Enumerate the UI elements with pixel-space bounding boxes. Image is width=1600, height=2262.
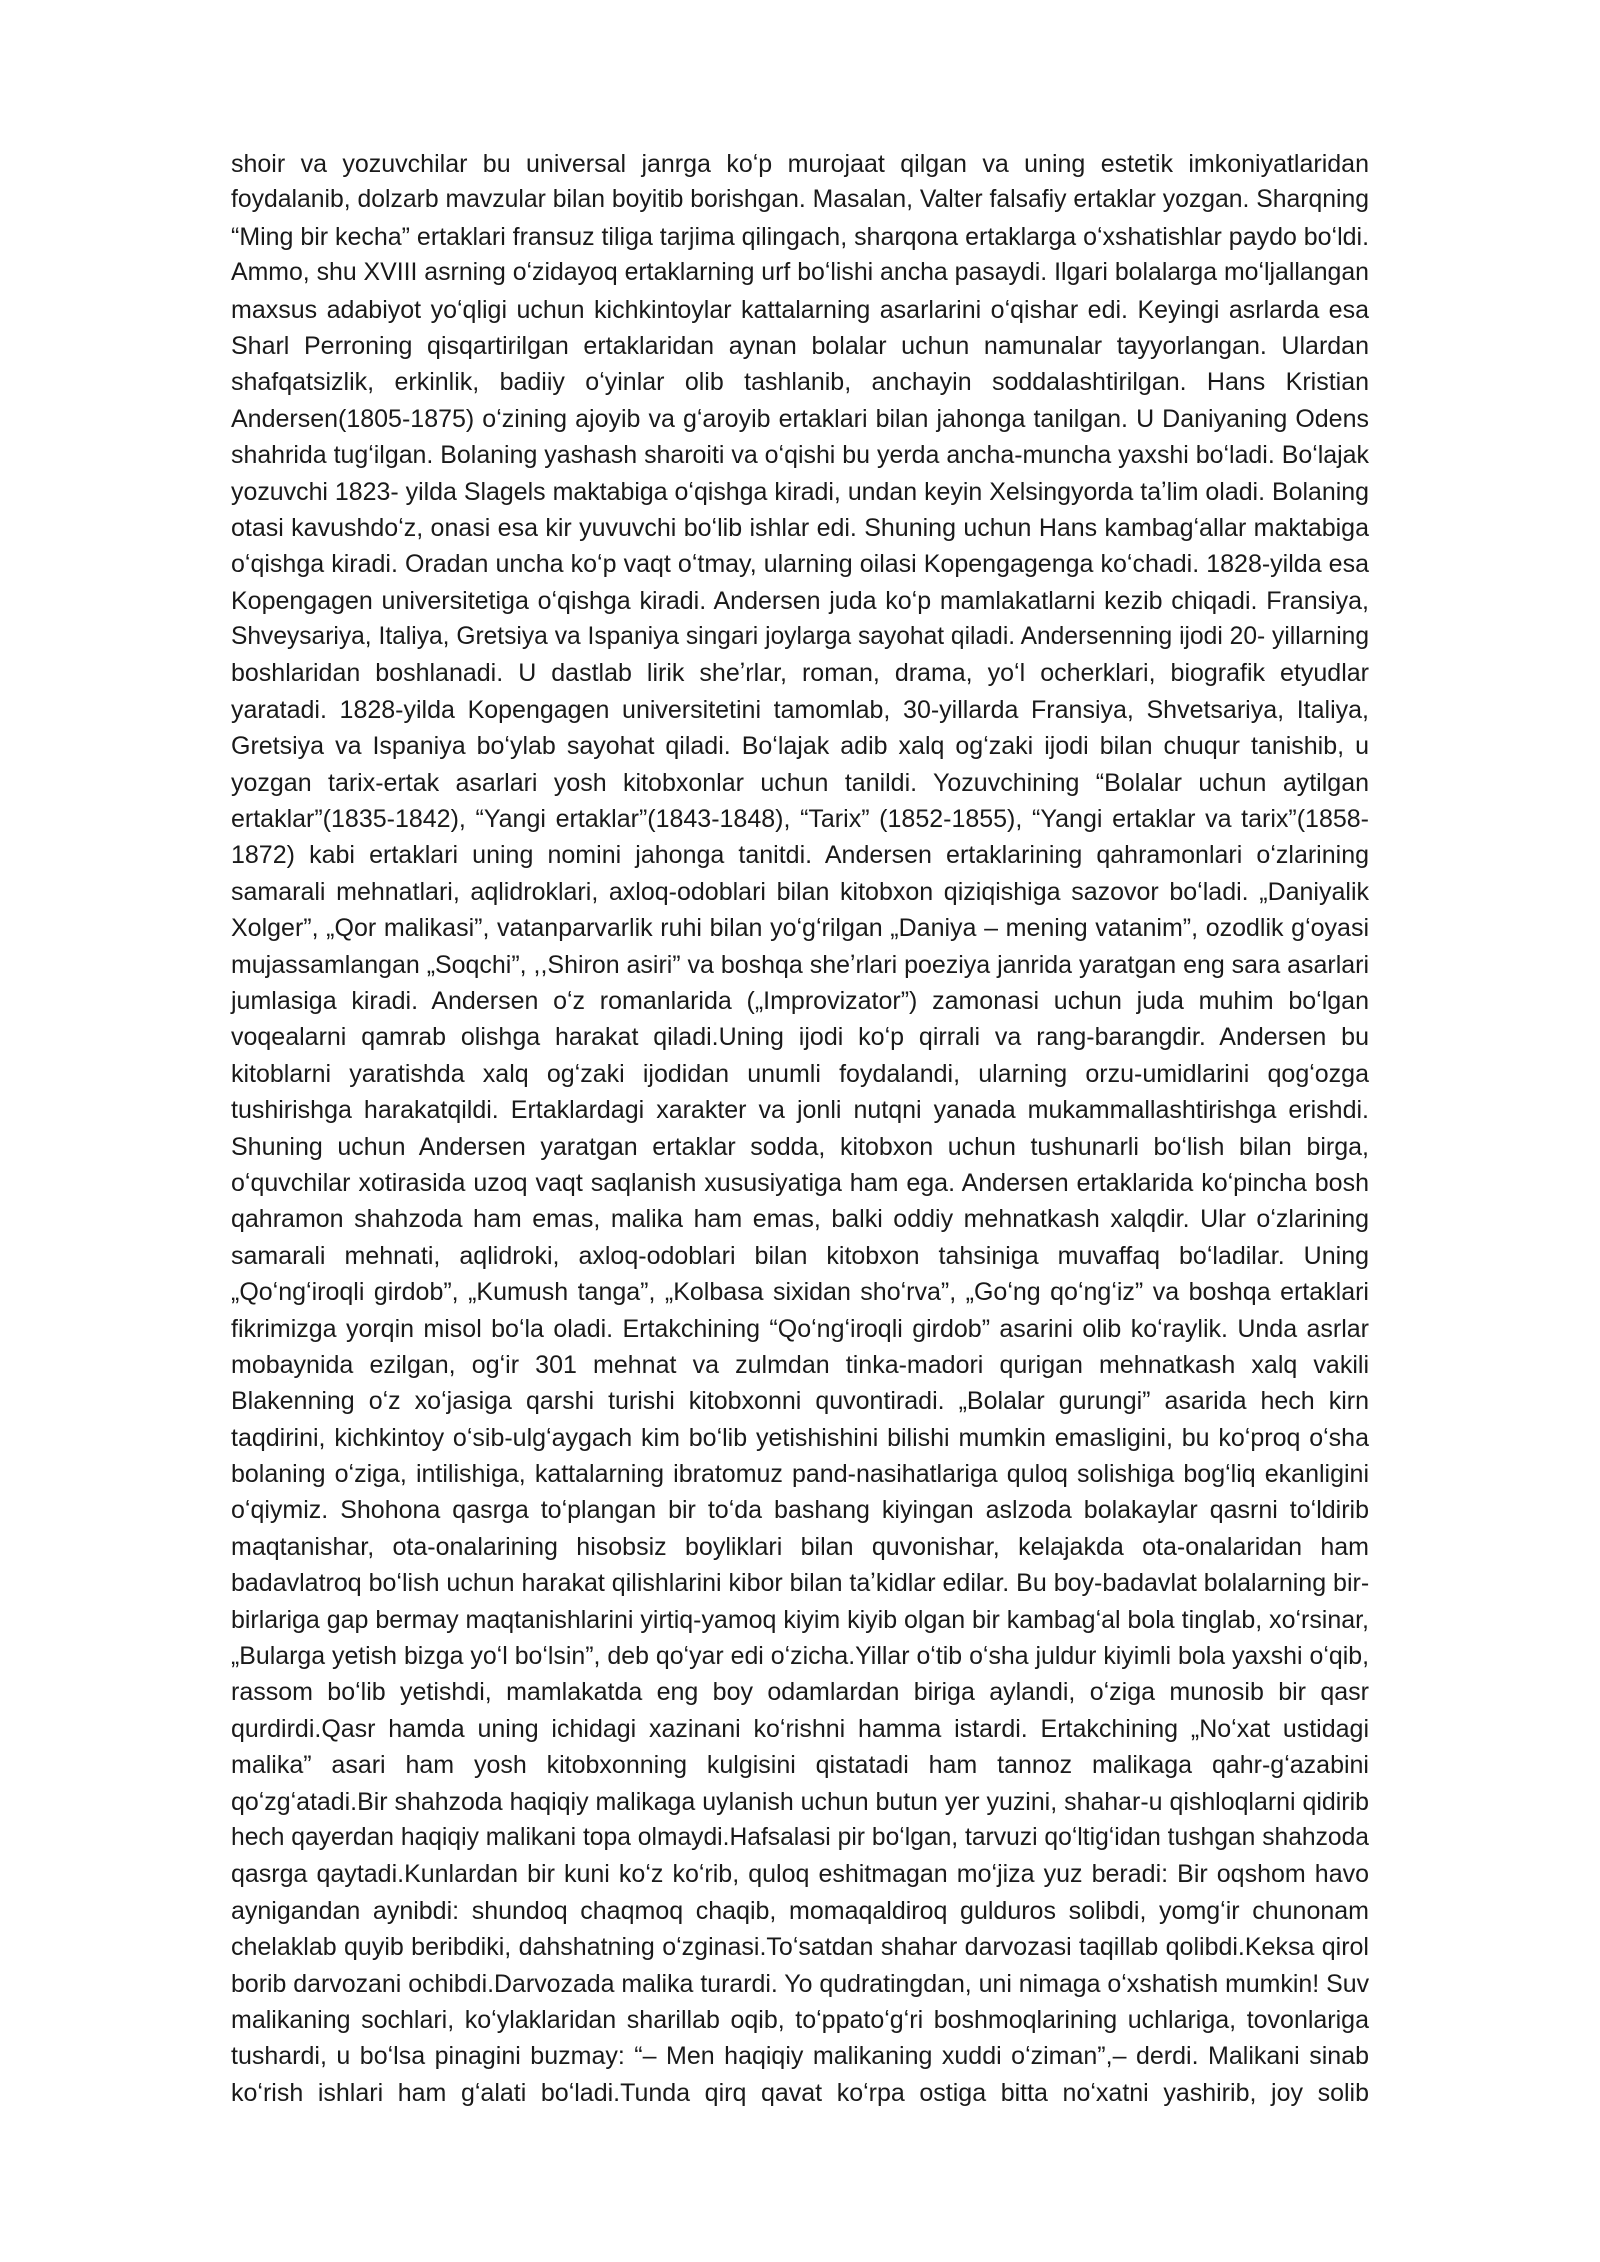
text-line: otasi kavushdoʻz, onasi esa kir yuvuvchi boʻlib ishlar edi. Shuning uchun Hans kambagʻallar maktabiga (231, 513, 1369, 542)
text-line: fikrimizga yorqin misol boʻla oladi. Ertakchining “Qoʻngʻiroqli girdob” asarini olib koʻraylik. Unda asrlar (231, 1314, 1369, 1343)
text-line: birlariga gap bermay maqtanishlarini yirtiq-yamoq kiyim kiyib olgan bir kambagʻal bola tinglab, xoʻrsinar, (231, 1605, 1369, 1634)
text-line: oʻqiymiz. Shohona qasrga toʻplangan bir toʻda bashang kiyingan aslzoda bolakaylar qasrni toʻldirib (231, 1496, 1369, 1525)
text-line: Blakenning oʻz xoʻjasiga qarshi turishi kitobxonni quvontiradi. „Bolalar gurungi” asarida hech kirn (231, 1387, 1369, 1416)
text-line: aynigandan aynibdi: shundoq chaqmoq chaqib, momaqaldiroq gulduros solibdi, yomgʻir chunonam (231, 1896, 1369, 1925)
text-line: malika” asari ham yosh kitobxonning kulgisini qistatadi ham tannoz malikaga qahr-gʻazabini (231, 1751, 1369, 1780)
text-line: rassom boʻlib yetishdi, mamlakatda eng boy odamlardan biriga aylandi, oʻziga munosib bir qasr (231, 1678, 1369, 1707)
text-line: maqtanishar, ota-onalarining hisobsiz boyliklari bilan quvonishar, kelajakda ota-onalaridan ham (231, 1532, 1369, 1561)
text-line: „Bularga yetish bizga yoʻl boʻlsin”, deb qoʻyar edi oʻzicha.Yillar oʻtib oʻsha juldur kiyimli bola yaxshi oʻqib, (231, 1642, 1369, 1671)
text-line: shahrida tugʻilgan. Bolaning yashash sharoiti va oʻqishi bu yerda ancha-muncha yaxshi boʻladi. Boʻlajak (231, 441, 1369, 470)
text-line: Sharl Perroning qisqartirilgan ertaklaridan aynan bolalar uchun namunalar tayyorlangan. Ulardan (231, 331, 1369, 360)
text-line: jumlasiga kiradi. Andersen oʻz romanlarida („Improvizator”) zamonasi uchun juda muhim boʻlgan (231, 986, 1369, 1015)
text-line: 1872) kabi ertaklari uning nomini jahonga tanitdi. Andersen ertaklarining qahramonlari oʻzlarining (231, 841, 1369, 870)
text-line: tushardi, u boʻlsa pinagini buzmay: “– Men haqiqiy malikaning xuddi oʻziman”,– derdi. Malikani sinab (231, 2042, 1369, 2071)
text-line: taqdirini, kichkintoy oʻsib-ulgʻaygach kim boʻlib yetishishini bilishi mumkin emasligini, bu koʻproq oʻsha (231, 1423, 1369, 1452)
text-line: voqealarni qamrab olishga harakat qiladi.Uning ijodi koʻp qirrali va rang-barangdir. Andersen bu (231, 1023, 1369, 1052)
text-line: samarali mehnatlari, aqlidroklari, axloq-odoblari bilan kitobxon qiziqishiga sazovor boʻladi. „Daniyalik (231, 877, 1369, 906)
text-line: bolaning oʻziga, intilishiga, kattalarning ibratomuz pand-nasihatlariga quloq solishiga bogʻliq ekanligini (231, 1460, 1369, 1489)
text-line: Ammo, shu XVIII asrning oʻzidayoq ertaklarning urf boʻlishi ancha pasaydi. Ilgari bolalarga moʻljallangan (231, 259, 1369, 287)
text-line: oʻquvchilar xotirasida uzoq vaqt saqlanish xususiyatiga ham ega. Andersen ertaklarida koʻpincha bosh (231, 1168, 1369, 1197)
text-line: boshlaridan boshlanadi. U dastlab lirik sheʼrlar, roman, drama, yoʻl ocherklari, biografik etyudlar (231, 659, 1369, 688)
text-line: samarali mehnati, aqlidroki, axloq-odoblari bilan kitobxon tahsiniga muvaffaq boʻladilar. Uning (231, 1241, 1369, 1270)
text-line: mujassamlangan „Soqchi”, ,,Shiron asiri” va boshqa sheʼrlari poeziya janrida yaratgan eng sara asarlari (231, 950, 1370, 979)
text-line: hech qayerdan haqiqiy malikani topa olmaydi.Hafsalasi pir boʻlgan, tarvuzi qoʻltigʻidan tushgan shahzoda (231, 1823, 1369, 1851)
text-line: ertaklar”(1835-1842), “Yangi ertaklar”(1843-1848), “Tarix” (1852-1855), “Yangi ertaklar va tarix”(1858- (231, 805, 1369, 834)
text-line: shafqatsizlik, erkinlik, badiiy oʻyinlar olib tashlanib, anchayin soddalashtirilgan. Hans Kristian (231, 368, 1369, 397)
text-line: tushirishga harakatqildi. Ertaklardagi xarakter va jonli nutqni yanada mukammallashtirishga erishdi. (231, 1096, 1369, 1125)
text-line: Gretsiya va Ispaniya boʻylab sayohat qiladi. Boʻlajak adib xalq ogʻzaki ijodi bilan chuqur tanishib, u (231, 732, 1369, 761)
text-line: mobaynida ezilgan, ogʻir 301 mehnat va zulmdan tinka-madori qurigan mehnatkash xalq vakili (231, 1350, 1369, 1379)
text-line: qurdirdi.Qasr hamda uning ichidagi xazinani koʻrishni hamma istardi. Ertakchining „Noʻxat ustidagi (231, 1714, 1369, 1743)
text-line: badavlatroq boʻlish uchun harakat qilishlarini kibor bilan taʼkidlar edilar. Bu boy-badavlat bolalarning bir- (231, 1569, 1370, 1598)
text-line: Andersen(1805-1875) oʻzining ajoyib va gʻaroyib ertaklari bilan jahonga tanilgan. U Daniyaning Odens (231, 404, 1369, 433)
text-line: malikaning sochlari, koʻylaklaridan sharillab oqib, toʻppatoʻgʻri boshmoqlarining uchlariga, tovonlariga (231, 2005, 1369, 2034)
text-line: yozgan tarix-ertak asarlari yosh kitobxonlar uchun tanildi. Yozuvchining “Bolalar uchun aytilgan (231, 768, 1369, 797)
text-line: yaratadi. 1828-yilda Kopengagen universitetini tamomlab, 30-yillarda Fransiya, Shvetsariya, Italiya, (231, 695, 1369, 724)
text-line: oʻqishga kiradi. Oradan uncha koʻp vaqt oʻtmay, ularning oilasi Kopengagenga koʻchadi. 1828-yilda esa (231, 550, 1369, 579)
text-line: Kopengagen universitetiga oʻqishga kiradi. Andersen juda koʻp mamlakatlarni kezib chiqadi. Fransiya, (231, 586, 1369, 615)
text-line: yozuvchi 1823- yilda Slagels maktabiga oʻqishga kiradi, undan keyin Xelsingyorda taʼlim oladi. Bolaning (231, 477, 1369, 506)
text-line: „Qoʻngʻiroqli girdob”, „Kumush tanga”, „Kolbasa sixidan shoʻrva”, „Goʻng qoʻngʻiz” va boshqa ertaklari (231, 1278, 1369, 1307)
text-line: chelaklab quyib beribdiki, dahshatning oʻzginasi.Toʻsatdan shahar darvozasi taqillab qolibdi.Keksa qirol (231, 1933, 1369, 1962)
text-line: kitoblarni yaratishda xalq ogʻzaki ijodidan unumli foydalandi, ularning orzu-umidlarini qogʻozga (231, 1059, 1369, 1088)
text-line: shoir va yozuvchilar bu universal janrga koʻp murojaat qilgan va uning estetik imkoniyatlaridan (231, 150, 1369, 178)
text-line: Shveysariya, Italiya, Gretsiya va Ispaniya singari joylarga sayohat qiladi. Andersenning ijodi 20- yillarning (231, 623, 1369, 651)
text-line: qasrga qaytadi.Kunlardan bir kuni koʻz koʻrib, quloq eshitmagan moʻjiza yuz beradi: Bir oqshom havo (231, 1860, 1369, 1889)
text-line: koʻrish ishlari ham gʻalati boʻladi.Tunda qirq qavat koʻrpa ostiga bitta noʻxatni yashirib, joy solib (231, 2078, 1369, 2107)
body-text (231, 146, 1369, 2111)
text-line: maxsus adabiyot yoʻqligi uchun kichkintoylar kattalarning asarlarini oʻqishar edi. Keyingi asrlarda esa (231, 295, 1369, 324)
text-line: Shuning uchun Andersen yaratgan ertaklar sodda, kitobxon uchun tushunarli boʻlish bilan birga, (231, 1132, 1369, 1161)
text-line: qoʻzgʻatadi.Bir shahzoda haqiqiy malikaga uylanish uchun butun yer yuzini, shahar-u qishloqlarni qidirib (231, 1787, 1369, 1816)
text-line: “Ming bir kecha” ertaklari fransuz tiliga tarjima qilingach, sharqona ertaklarga oʻxshatishlar paydo boʻldi. (231, 222, 1370, 251)
text-line: borib darvozani ochibdi.Darvozada malika turardi. Yo qudratingdan, uni nimaga oʻxshatish mumkin! Suv (231, 1969, 1370, 1998)
text-line: foydalanib, dolzarb mavzular bilan boyitib borishgan. Masalan, Valter falsafiy ertaklar yozgan. Sharqning (231, 186, 1369, 214)
text-line: Xolger”, „Qor malikasi”, vatanparvarlik ruhi bilan yoʻgʻrilgan „Daniya – mening vatanim”, ozodlik gʻoyasi (231, 914, 1369, 943)
text-line: qahramon shahzoda ham emas, malika ham emas, balki oddiy mehnatkash xalqdir. Ular oʻzlarining (231, 1205, 1369, 1234)
